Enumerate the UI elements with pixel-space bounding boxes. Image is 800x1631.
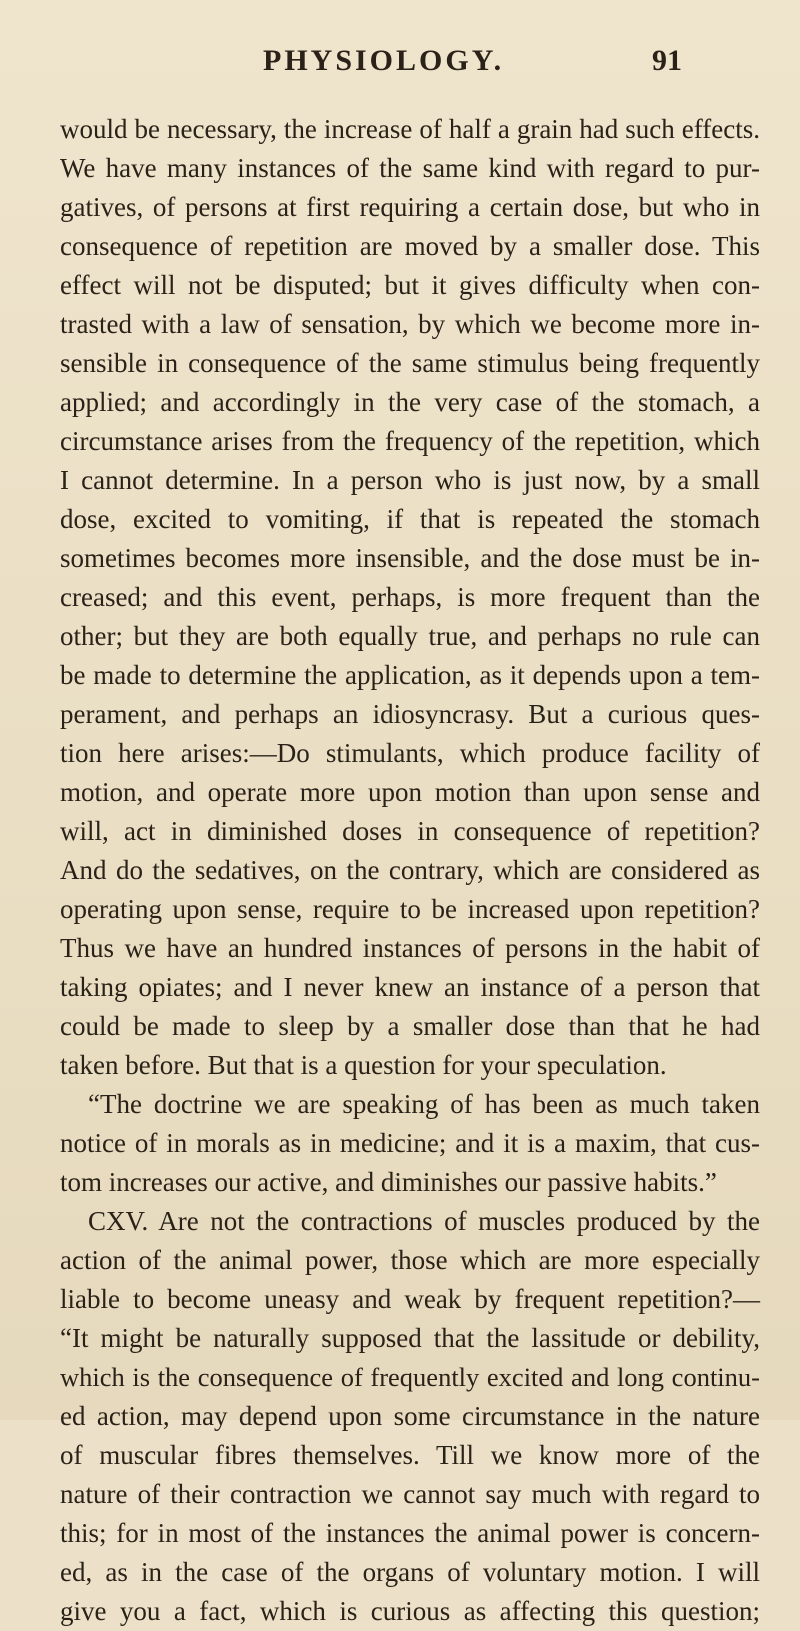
text-line: operating upon sense, require to be increased upon repetition? <box>60 894 760 924</box>
text-line: ed, as in the case of the organs of voluntary motion. I will <box>60 1557 760 1587</box>
text-line: be made to determine the application, as it depends upon a tem- <box>60 660 760 690</box>
text-line: other; but they are both equally true, and perhaps no rule can <box>60 621 760 651</box>
text-line: CXV. Are not the contractions of muscles produced by the <box>88 1206 760 1236</box>
text-line: notice of in morals as in medicine; and it is a maxim, that cus- <box>60 1128 760 1158</box>
text-line: motion, and operate more upon motion than upon sense and <box>60 777 760 807</box>
text-line: effect will not be disputed; but it gives difficulty when con- <box>60 270 760 300</box>
text-line: tion here arises:—Do stimulants, which produce facility of <box>60 738 760 768</box>
text-line: liable to become uneasy and weak by frequent repetition?— <box>60 1284 760 1314</box>
text-line: gatives, of persons at first requiring a certain dose, but who in <box>60 192 760 222</box>
text-line: sometimes becomes more insensible, and the dose must be in- <box>60 543 760 573</box>
text-line: perament, and perhaps an idiosyncrasy. But a curious ques- <box>60 699 760 729</box>
text-line: give you a fact, which is curious as affecting this question; <box>60 1596 760 1626</box>
text-line: Thus we have an hundred instances of persons in the habit of <box>60 933 760 963</box>
text-line: trasted with a law of sensation, by which we become more in- <box>60 309 760 339</box>
text-line: will, act in diminished doses in consequence of repetition? <box>60 816 760 846</box>
text-line: I cannot determine. In a person who is just now, by a small <box>60 465 760 495</box>
page-number: 91 <box>652 44 682 77</box>
running-title: PHYSIOLOGY. <box>263 44 505 77</box>
text-line: nature of their contraction we cannot say much with regard to <box>60 1479 760 1509</box>
text-line: creased; and this event, perhaps, is more frequent than the <box>60 582 760 612</box>
page-header <box>0 44 800 88</box>
text-line: We have many instances of the same kind with regard to pur- <box>60 153 760 183</box>
text-line: circumstance arises from the frequency of the repetition, which <box>60 426 760 456</box>
text-line: would be necessary, the increase of half a grain had such effects. <box>60 114 760 144</box>
text-line: action of the animal power, those which are more especially <box>60 1245 760 1275</box>
text-line: tom increases our active, and diminishes our passive habits.” <box>60 1167 717 1197</box>
text-line: sensible in consequence of the same stimulus being frequently <box>60 348 760 378</box>
text-line: this; for in most of the instances the animal power is concern- <box>60 1518 760 1548</box>
text-line: of muscular fibres themselves. Till we know more of the <box>60 1440 760 1470</box>
text-line: could be made to sleep by a smaller dose than that he had <box>60 1011 760 1041</box>
text-line: “It might be naturally supposed that the lassitude or debility, <box>60 1323 760 1353</box>
text-line: taken before. But that is a question for your speculation. <box>60 1050 667 1080</box>
text-line: taking opiates; and I never knew an instance of a person that <box>60 972 760 1002</box>
text-line: which is the consequence of frequently excited and long continu- <box>60 1362 760 1392</box>
text-line: dose, excited to vomiting, if that is repeated the stomach <box>60 504 760 534</box>
text-line: ed action, may depend upon some circumstance in the nature <box>60 1401 760 1431</box>
text-line: applied; and accordingly in the very case of the stomach, a <box>60 387 760 417</box>
text-line: And do the sedatives, on the contrary, which are considered as <box>60 855 760 885</box>
body-text <box>60 110 760 1631</box>
text-line: “The doctrine we are speaking of has been as much taken <box>88 1089 760 1119</box>
text-line: consequence of repetition are moved by a smaller dose. This <box>60 231 760 261</box>
